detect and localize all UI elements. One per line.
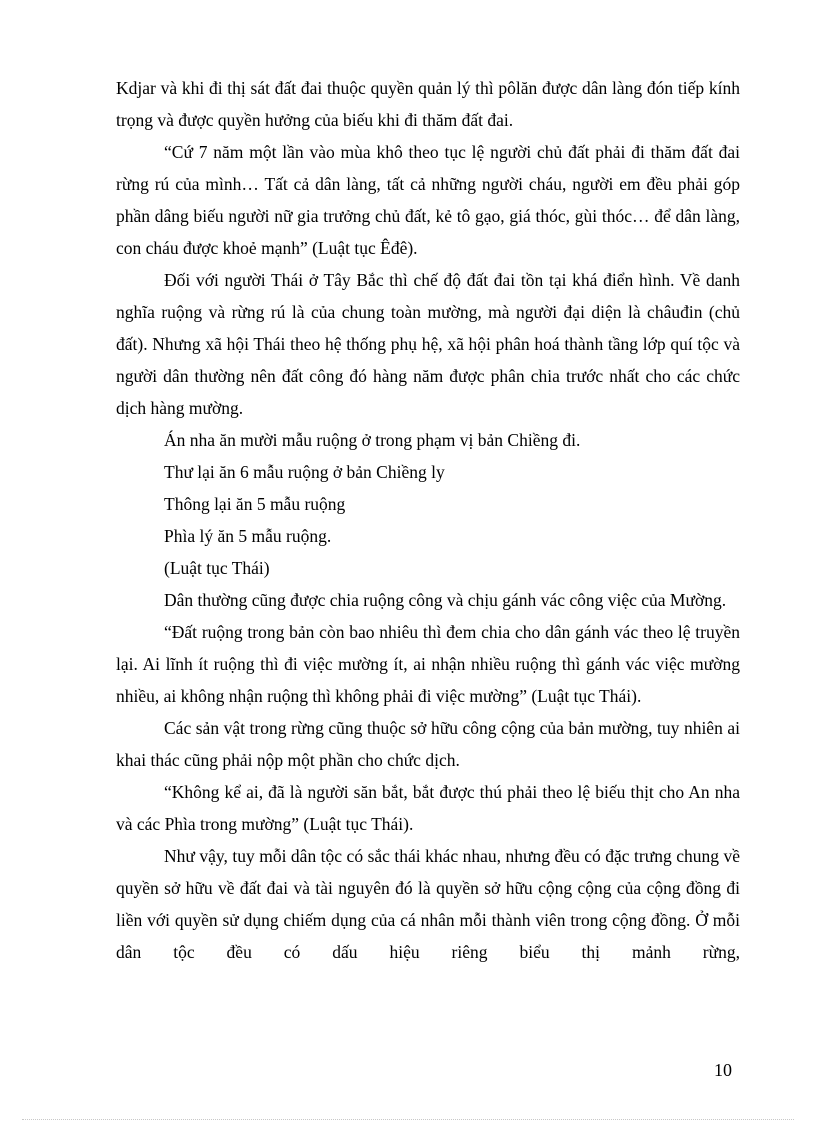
paragraph-thai-land: Đối với người Thái ở Tây Bắc thì chế độ đất đai tồn tại khá điển hình. Về danh nghĩa ruộng và rừng rú là của chung toàn mường, mà người đại diện là châuđin (chủ đất). Nhưng xã hội Thái theo hệ thống phụ hệ, xã hội phân hoá thành tầng lớp quí tộc và người dân thường nên đất công đó hàng năm được phân chia trước nhất cho các chức dịch hàng mường. (116, 270, 740, 418)
list-item: Thông lại ăn 5 mẫu ruộng (164, 494, 346, 514)
source-citation: (Luật tục Thái) (164, 558, 270, 578)
paragraph-thai-quote-land: “Đất ruộng trong bản còn bao nhiêu thì đem chia cho dân gánh vác theo lệ truyền lại. Ai lĩnh ít ruộng thì đi việc mường ít, ai nhận nhiều ruộng thì gánh vác việc mường nhiều, ai không nhận ruộng thì không phải đi việc mường” (Luật tục Thái). (116, 622, 740, 706)
paragraph-forest-products: Các sản vật trong rừng cũng thuộc sở hữu công cộng của bản mường, tuy nhiên ai khai thác cũng phải nộp một phần cho chức dịch. (116, 718, 740, 770)
paragraph-thai-quote-hunting: “Không kể ai, đã là người săn bắt, bắt được thú phải theo lệ biếu thịt cho An nha và các Phìa trong mường” (Luật tục Thái). (116, 782, 740, 834)
list-item: Phìa lý ăn 5 mẫu ruộng. (164, 526, 332, 546)
paragraph-continuation: Kdjar và khi đi thị sát đất đai thuộc quyền quản lý thì pôlăn được dân làng đón tiếp kính trọng và được quyền hưởng của biếu khi đi thăm đất đai. (116, 78, 740, 130)
footer-divider (22, 1119, 794, 1120)
paragraph-conclusion: Như vậy, tuy mỗi dân tộc có sắc thái khác nhau, nhưng đều có đặc trưng chung về quyền sở hữu về đất đai và tài nguyên đó là quyền sở hữu cộng cộng của cộng đồng đi liền với quyền sử dụng chiếm dụng của cá nhân mỗi thành viên trong cộng đồng. Ở mỗi dân tộc đều có dấu hiệu riêng biểu thị mảnh rừng, (116, 846, 740, 962)
body-text (116, 72, 740, 968)
page-number: 10 (714, 1060, 732, 1080)
paragraph-ede-quote: “Cứ 7 năm một lần vào mùa khô theo tục lệ người chủ đất phải đi thăm đất đai rừng rú của mình… Tất cả dân làng, tất cả những người cháu, người em đều phải góp phần dâng biếu người nữ gia trưởng chủ đất, kẻ tô gạo, giá thóc, gùi thóc… để dân làng, con cháu được khoẻ mạnh” (Luật tục Êđê). (116, 142, 740, 258)
list-item: Án nha ăn mười mẫu ruộng ở trong phạm vị bản Chiềng đi. (164, 430, 581, 450)
paragraph-commoners: Dân thường cũng được chia ruộng công và chịu gánh vác công việc của Mường. (164, 590, 727, 610)
list-item: Thư lại ăn 6 mẫu ruộng ở bản Chiềng ly (164, 462, 445, 482)
